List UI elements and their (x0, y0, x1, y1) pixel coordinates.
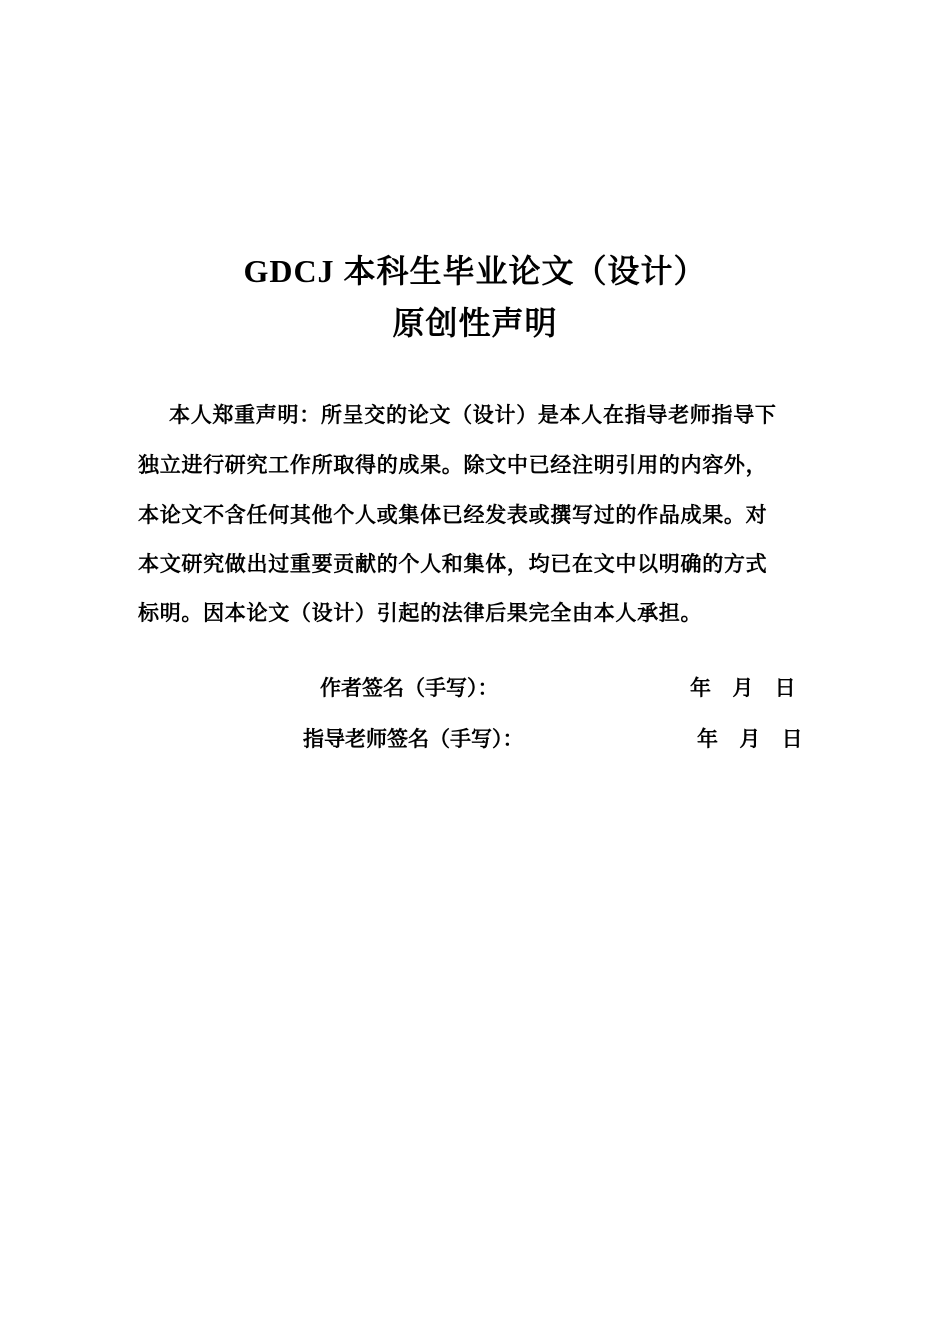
advisor-date-day: 日 (781, 727, 803, 751)
statement-line-2: 独立进行研究工作所取得的成果。除文中已经注明引用的内容外， (138, 453, 768, 477)
document-title: GDCJ 本科生毕业论文（设计） (243, 253, 707, 289)
author-date-day: 日 (774, 676, 796, 700)
author-date-year: 年 (690, 676, 711, 700)
statement-line-3: 本论文不含任何其他个人或集体已经发表或撰写过的作品成果。对 (138, 503, 768, 527)
advisor-date-year: 年 (697, 727, 718, 751)
author-date-month: 月 (732, 676, 754, 700)
advisor-signature-label: 指导老师签名（手写）： (303, 727, 524, 751)
author-signature-date (690, 673, 796, 703)
statement-line-5: 标明。因本论文（设计）引起的法律后果完全由本人承担。 (138, 601, 703, 625)
advisor-date-month: 月 (739, 727, 761, 751)
statement-line-4: 本文研究做出过重要贡献的个人和集体，均已在文中以明确的方式 (138, 552, 768, 576)
author-signature-label: 作者签名（手写）： (320, 676, 499, 700)
document-subtitle: 原创性声明 (392, 305, 558, 341)
statement-line-1: 本人郑重声明：所呈交的论文（设计）是本人在指导老师指导下 (169, 403, 777, 427)
advisor-signature-date (697, 724, 803, 754)
